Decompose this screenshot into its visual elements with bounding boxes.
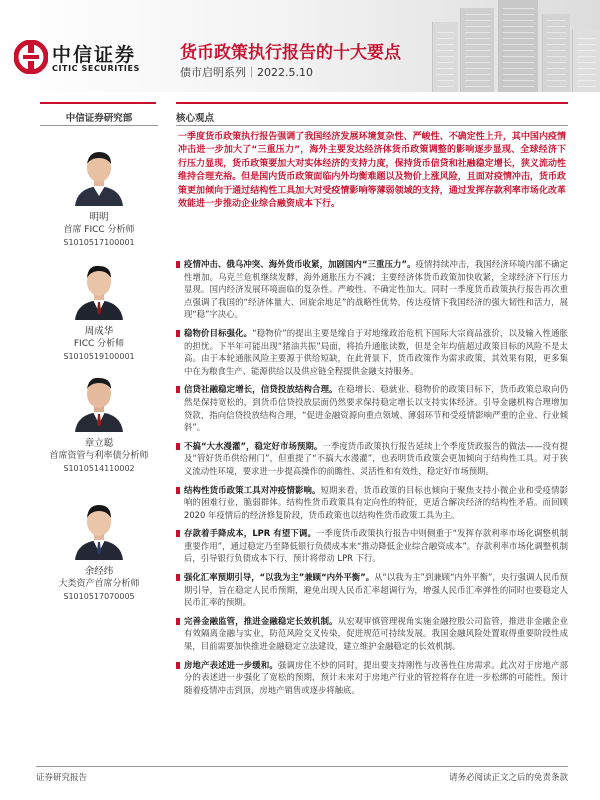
key-point [176,527,568,565]
analyst-title: 首席 FICC 分析师 [63,225,135,235]
building-decoration [460,8,494,92]
analyst-photo [71,146,127,206]
key-point-lead: 房地产表述进一步缓和。 [184,659,278,670]
citic-logo [14,40,166,80]
key-point [176,327,568,377]
bullet-marker [176,530,180,537]
analyst-name: 周成华 [84,326,114,337]
analyst-license-id: S1010517100001 [63,238,135,247]
key-point-lead: 结构性货币政策工具对冲疫情影响。 [184,484,321,495]
analyst-license-id: S1010514110002 [63,464,135,473]
bullet-marker [176,330,180,337]
key-point-lead: 强化汇率预期引导，“以我为主”兼顾“内外平衡”。 [184,572,375,583]
divider [40,125,158,126]
report-header [0,0,600,92]
footer-divider [36,766,568,767]
analyst-title: FICC 分析师 [73,339,125,349]
bullet-marker [176,487,180,494]
key-point-lead: 稳物价目标强化。 [184,327,253,338]
key-point-body: 一季度货币政策执行报告中则侧重于“发挥存款利率市场化调整机制重要作用”，通过稳定乃至降低银行负债成本来“推动降低企业综合融资成本”。存款利率市场化调整机制后，引导银行负债成本下行，预计将带动 LPR 下行。 [184,528,568,564]
building-decoration [432,22,458,92]
key-point-body: “稳物价”的提出主要是缘自于对地缘政治危机下国际大宗商品涨价，以及输入性通胀的担忧。下半年可能出现“猪油共振”局面，将抬升通胀读数，但是全年均值超过政策目标的风险不是太高。由于本轮通胀风险主要源于供给短缺，在此背景下，货币政策作为需求政策，其效果有限，更多集中在为粮食生产、能源供给以及供应链全程提供金融支持服务。 [184,327,568,376]
bullet-marker [176,662,180,669]
key-point [176,659,568,697]
key-point-body: 强调房住不炒的同时，提出要支持刚性与改善性住房需求。此次对于房地产部分的表述进一步强化了宽松的预期，预计未来对于房地产行业的管控将存在进一步松绑的可能性。预计随着疫情冲击到顶，房地产销售或逐步将触底。 [184,659,568,695]
key-point-lead: 完善金融监管，推进金融稳定长效机制。 [184,615,338,626]
key-point-body: 从“以我为主”到兼顾“内外平衡”，央行强调人民币预期引导，旨在稳定人民币预期，避免出现人民币汇率超调行为，增强人民币汇率弹性的同时也要稳定人民币汇率的预期。 [184,572,568,608]
building-decoration [572,30,600,92]
analyst-license-id: S1010517070005 [63,592,135,601]
footer-disclaimer-note: 请务必阅读正文之后的免责条款 [448,773,568,783]
bullet-marker [176,443,180,450]
divider [176,125,568,126]
department-label: 中信证券研究部 [65,113,133,124]
analyst-name: 明明 [89,212,109,223]
key-point [176,383,568,433]
key-point-lead: 存款着手降成本，LPR 有望下调。 [184,528,317,539]
analyst-title: 首席资管与利率债分析师 [49,451,149,461]
analyst-title: 大类资产首席分析师 [58,579,140,589]
key-point-lead: 不搞“大水漫灌”，稳定好市场预期。 [184,440,323,451]
key-point [176,258,568,321]
analyst-card [40,260,158,363]
logo-text-en: CITIC SECURITIES [52,64,140,73]
key-point [176,615,568,653]
key-point [176,440,568,478]
key-point-body: 在稳增长、稳就业、稳物价的政策目标下，货币政策总取向仍然是保持宽松的，到货币信贷投放层面仍然要求保持稳定增长以支持实体经济。引导金融机构合理增加贷款，指向信贷投放结构合理，“促进金融资源向重点领域、薄弱环节和受疫情影响严重的企业、行业倾斜”。 [184,384,569,433]
bullet-marker [176,261,180,268]
key-point [176,484,568,522]
key-point [176,571,568,609]
report-title: 货币政策执行报告的十大要点 [180,43,401,63]
analyst-photo [71,260,127,320]
key-points-list [176,258,568,702]
report-series-date: 债市启明系列｜2022.5.10 [180,66,313,79]
analyst-card [40,372,158,475]
building-decoration [542,14,570,92]
key-point-body: 疫情持续冲击，我国经济环境内部不确定性增加。乌克兰危机继续发酵，海外通胀压力不减；主要经济体货币政策加快收紧，全球经济下行压力显现。国内经济发展环境面临的复杂性、严峻性、不确定性加大。同时一季度货币政策执行报告再次重点强调了我国的“经济体量大、回旋余地足”的战略性优势，传达疫情下我国经济的强大韧性和活力，展现“稳”字决心。 [184,259,568,320]
building-decoration [498,0,538,92]
analyst-name: 余经纬 [84,566,114,577]
citic-logo-icon [14,40,48,74]
bullet-marker [176,386,180,393]
key-point-body: 一季度货币政策执行报告延续上个季度货政报告的做法——没有提及“管好货币供给闸门”，但重提了“不搞大水漫灌”，也表明货币政策会更加倾向于结构性工具。对于狭义流动性环境，要求进一步提高操作的前瞻性、灵活性和有效性，稳定好市场预期。 [184,440,568,476]
key-point-body: 短期来看，货币政策的目标也倾向于聚焦支持小微企业和受疫情影响的困难行业，脆弱群体。结构性货币政策具有定向性的特征，更适合解决经济的结构性矛盾。而回顾 2020 年疫情后的经济修复阶段，货币政策也以结构性货币政策工具为主。 [184,484,569,520]
analyst-card [40,500,158,603]
analyst-name: 章立聪 [84,438,114,449]
key-point-lead: 信贷社融稳定增长，信贷投放结构合理。 [184,384,338,395]
logo-text-cn: 中信证券 [52,44,137,66]
key-point-lead: 疫情冲击、俄乌冲突、海外货币收紧，加剧国内“三重压力”。 [184,259,416,269]
footer-report-type: 证券研究报告 [36,773,88,783]
core-views-heading: 核心观点 [176,113,215,124]
bullet-marker [176,618,180,625]
summary-paragraph: 一季度货币政策执行报告强调了我国经济发展环境复杂性、严峻性、不确定性上升，其中国内疫情冲击进一步加大了“三重压力”，海外主要发达经济体货币政策调整的影响逐步显现、全球经济下行压力显现，货币政策要加大对实体经济的支持力度，保持货币信贷和社融稳定增长，狭义流动性维持合理充裕。但是国内货币政策面临内外均衡难题以及物价上涨风险，且面对疫情冲击，货币政策更加倾向于通过结构性工具加大对受疫情影响等薄弱领域的支持，通过发挥存款利率市场化改革效能进一步推动企业综合融资成本下行。 [178,132,566,210]
divider [176,102,568,104]
analyst-photo [71,500,127,560]
divider [40,102,156,104]
analyst-card [40,146,158,249]
analyst-photo [71,372,127,432]
bullet-marker [176,574,180,581]
key-point-body: 从宏观审慎管理视角实施金融控股公司监管，推进非金融企业有效隔离金融与实业，防范风险交叉传染，促进规范可持续发展。我国金融风险处置取得重要阶段性成果，目前需要加快推进金融稳定立法建设，建立维护金融稳定的长效机制。 [184,615,569,652]
analyst-license-id: S1010519100001 [63,352,135,361]
